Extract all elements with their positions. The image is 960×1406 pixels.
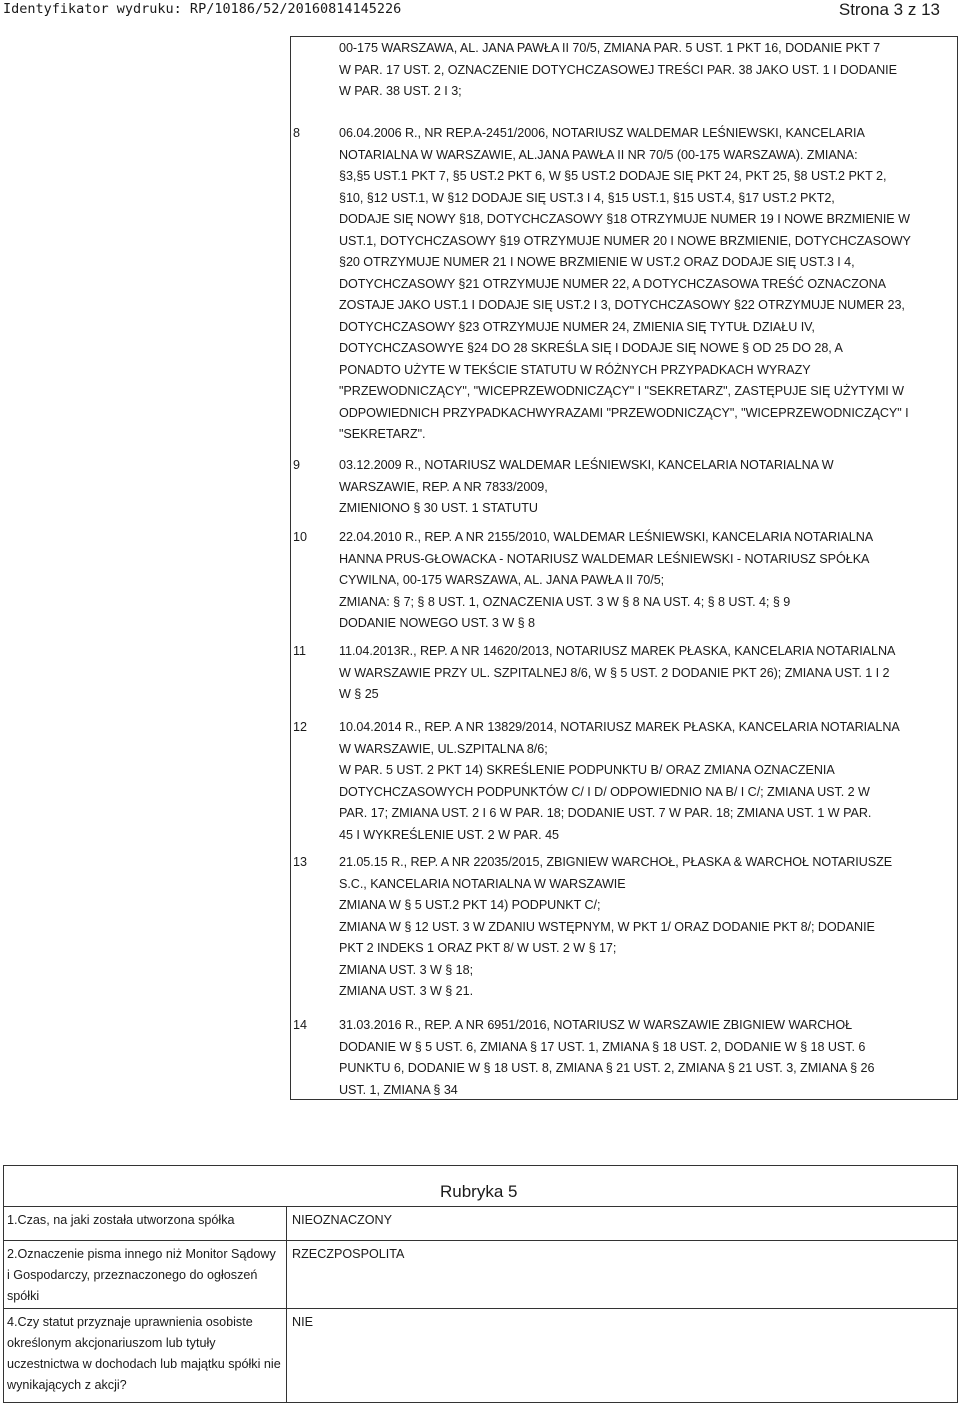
continuation-line: 00-175 WARSZAWA, AL. JANA PAWŁA II 70/5, ZMIANA PAR. 5 UST. 1 PKT 16, DODANIE PKT 7 <box>339 41 881 55</box>
entry-number: 10 <box>293 530 307 544</box>
row-question: 2.Oznaczenie pisma innego niż Monitor Sądowy i Gospodarczy, przeznaczonego do ogłoszeń spółki <box>7 1247 276 1303</box>
entry-line: WARSZAWIE, REP. A NR 7833/2009, <box>339 479 548 494</box>
entry-line: "PRZEWODNICZĄCY", "WICEPRZEWODNICZĄCY" I "SEKRETARZ", ZASTĘPUJE SIĘ UŻYTYMI W <box>339 384 904 398</box>
changes-table <box>290 36 958 1100</box>
row-answer: RZECZPOSPOLITA <box>292 1247 405 1261</box>
entry-text <box>339 123 951 446</box>
entry-number: 8 <box>293 126 300 140</box>
entry-line: ZMIANA: § 7; § 8 UST. 1, OZNACZENIA UST. 3 W § 8 NA UST. 4; § 8 UST. 4; § 9 <box>339 594 791 609</box>
entry-line: 31.03.2016 R., REP. A NR 6951/2016, NOTARIUSZ W WARSZAWIE ZBIGNIEW WARCHOŁ <box>339 1018 853 1032</box>
entry-line: §10, §12 UST.1, W §12 DODAJE SIĘ UST.3 I 4, §15 UST.1, §15 UST.4, §17 UST.2 PKT2, <box>339 190 835 205</box>
continuation-line: W PAR. 38 UST. 2 I 3; <box>339 84 462 98</box>
rubryka-5-section <box>3 1165 958 1403</box>
entry-line: ZMIANA W § 12 UST. 3 W ZDANIU WSTĘPNYM, W PKT 1/ ORAZ DODANIE PKT 8/; DODANIE <box>339 919 875 934</box>
entry-line: ZMIANA UST. 3 W § 21. <box>339 984 474 998</box>
entry-line: UST.1, DOTYCHCZASOWY §19 OTRZYMUJE NUMER 20 I NOWE BRZMIENIE, DOTYCHCZASOWY <box>339 233 911 248</box>
row-question: 4.Czy statut przyznaje uprawnienia osobiste określonym akcjonariuszom lub tytuły uczestnictwa w dochodach lub majątku spółki nie wynikających z akcji? <box>7 1315 281 1392</box>
entry-number: 14 <box>293 1018 307 1032</box>
rubryka-row-duration <box>4 1206 957 1240</box>
entry-line: DOTYCHCZASOWY §21 OTRZYMUJE NUMER 22, A DOTYCHCZASOWA TREŚĆ OZNACZONA <box>339 276 887 291</box>
entry-text <box>339 455 951 520</box>
entry-line: HANNA PRUS-GŁOWACKA - NOTARIUSZ WALDEMAR LEŚNIEWSKI - NOTARIUSZ SPÓŁKA <box>339 551 870 566</box>
print-header <box>0 0 960 22</box>
rubryka-row-publication <box>4 1240 957 1308</box>
entry-line: DOTYCHCZASOWYE §24 DO 28 SKREŚLA SIĘ I DODAJE SIĘ NOWE § OD 25 DO 28, A <box>339 341 843 355</box>
row-answer: NIEOZNACZONY <box>292 1213 393 1227</box>
entry-line: 06.04.2006 R., NR REP.A-2451/2006, NOTARIUSZ WALDEMAR LEŚNIEWSKI, KANCELARIA <box>339 126 865 140</box>
row-answer: NIE <box>292 1315 313 1329</box>
entry-line: NOTARIALNA W WARSZAWIE, AL.JANA PAWŁA II NR 70/5 (00-175 WARSZAWA). ZMIANA: <box>339 147 858 162</box>
entry-text <box>339 1015 951 1101</box>
print-identifier: Identyfikator wydruku: RP/10186/52/20160814145226 <box>3 1 402 17</box>
entry-line: DODANIE NOWEGO UST. 3 W § 8 <box>339 616 535 630</box>
entry-number: 9 <box>293 458 300 472</box>
entry-line: 22.04.2010 R., REP. A NR 2155/2010, WALDEMAR LEŚNIEWSKI, KANCELARIA NOTARIALNA <box>339 530 874 544</box>
entry-line: W § 25 <box>339 687 379 701</box>
row-question: 1.Czas, na jaki została utworzona spółka <box>7 1213 235 1227</box>
entry-text <box>339 852 951 1003</box>
entry-line: PONADTO UŻYTE W TEKŚCIE STATUTU W RÓŻNYCH PRZYPADKACH WYRAZY <box>339 362 811 377</box>
entry-line: 03.12.2009 R., NOTARIUSZ WALDEMAR LEŚNIEWSKI, KANCELARIA NOTARIALNA W <box>339 458 834 472</box>
entry-line: PAR. 17; ZMIANA UST. 2 I 6 W PAR. 18; DODANIE UST. 7 W PAR. 18; ZMIANA UST. 1 W PAR. <box>339 806 872 820</box>
entry-line: W PAR. 5 UST. 2 PKT 14) SKREŚLENIE PODPUNKTU B/ ORAZ ZMIANA OZNACZENIA <box>339 763 835 777</box>
entry-line: ODPOWIEDNICH PRZYPADKACHWYRAZAMI "PRZEWODNICZĄCY", "WICEPRZEWODNICZĄCY" I <box>339 405 909 420</box>
continuation-line: W PAR. 17 UST. 2, OZNACZENIE DOTYCHCZASOWEJ TREŚCI PAR. 38 JAKO UST. 1 I DODANIE <box>339 62 897 77</box>
entry-line: DOTYCHCZASOWYCH PODPUNKTÓW C/ I D/ ODPOWIEDNIO NA B/ I C/; ZMIANA UST. 2 W <box>339 784 870 799</box>
continuation-entry <box>339 38 951 103</box>
entry-line: ZMIANA UST. 3 W § 18; <box>339 962 474 977</box>
entry-line: W WARSZAWIE PRZY UL. SZPITALNEJ 8/6, W § 5 UST. 2 DODANIE PKT 26); ZMIANA UST. 1 I 2 <box>339 665 890 680</box>
entry-line: 21.05.15 R., REP. A NR 22035/2015, ZBIGNIEW WARCHOŁ, PŁASKA & WARCHOŁ NOTARIUSZE <box>339 855 893 869</box>
entry-line: "SEKRETARZ". <box>339 427 426 441</box>
rubryka-row-shareholder-rights <box>4 1308 957 1403</box>
entry-line: CYWILNA, 00-175 WARSZAWA, AL. JANA PAWŁA II 70/5; <box>339 573 665 587</box>
section-title: Rubryka 5 <box>440 1182 518 1201</box>
entry-line: §3,§5 UST.1 PKT 7, §5 UST.2 PKT 6, W §5 UST.2 DODAJE SIĘ PKT 24, PKT 25, §8 UST.2 PKT 2, <box>339 169 887 183</box>
entry-line: DOTYCHCZASOWY §23 OTRZYMUJE NUMER 24, ZMIENIA SIĘ TYTUŁ DZIAŁU IV, <box>339 319 815 334</box>
entry-line: PUNKTU 6, DODANIE W § 18 UST. 8, ZMIANA § 21 UST. 2, ZMIANA § 21 UST. 3, ZMIANA § 26 <box>339 1061 875 1075</box>
entry-line: ZMIANA W § 5 UST.2 PKT 14) PODPUNKT C/; <box>339 898 601 912</box>
entry-line: W WARSZAWIE, UL.SZPITALNA 8/6; <box>339 741 548 756</box>
entry-line: 45 I WYKREŚLENIE UST. 2 W PAR. 45 <box>339 827 559 842</box>
entry-line: UST. 1, ZMIANA § 34 <box>339 1082 458 1097</box>
page-number: Strona 3 z 13 <box>838 0 940 19</box>
entry-line: ZOSTAJE JAKO UST.1 I DODAJE SIĘ UST.2 I 3, DOTYCHCZASOWY §22 OTRZYMUJE NUMER 23, <box>339 298 905 312</box>
entry-line: 10.04.2014 R., REP. A NR 13829/2014, NOTARIUSZ MAREK PŁASKA, KANCELARIA NOTARIALNA <box>339 720 900 734</box>
entry-line: 11.04.2013R., REP. A NR 14620/2013, NOTARIUSZ MAREK PŁASKA, KANCELARIA NOTARIALNA <box>339 644 896 658</box>
entry-number: 12 <box>293 720 307 734</box>
entry-line: DODANIE W § 5 UST. 6, ZMIANA § 17 UST. 1, ZMIANA § 18 UST. 2, DODANIE W § 18 UST. 6 <box>339 1039 866 1054</box>
entry-number: 13 <box>293 855 307 869</box>
entry-line: §20 OTRZYMUJE NUMER 21 I NOWE BRZMIENIE W UST.2 ORAZ DODAJE SIĘ UST.3 I 4, <box>339 255 855 269</box>
entry-line: ZMIENIONO § 30 UST. 1 STATUTU <box>339 501 538 515</box>
entry-line: DODAJE SIĘ NOWY §18, DOTYCHCZASOWY §18 OTRZYMUJE NUMER 19 I NOWE BRZMIENIE W <box>339 212 910 226</box>
entry-text <box>339 527 951 635</box>
entry-text <box>339 641 951 706</box>
entry-line: S.C., KANCELARIA NOTARIALNA W WARSZAWIE <box>339 876 626 891</box>
entry-line: PKT 2 INDEKS 1 ORAZ PKT 8/ W UST. 2 W § 17; <box>339 941 617 955</box>
entry-number: 11 <box>293 644 306 658</box>
entry-text <box>339 717 951 846</box>
